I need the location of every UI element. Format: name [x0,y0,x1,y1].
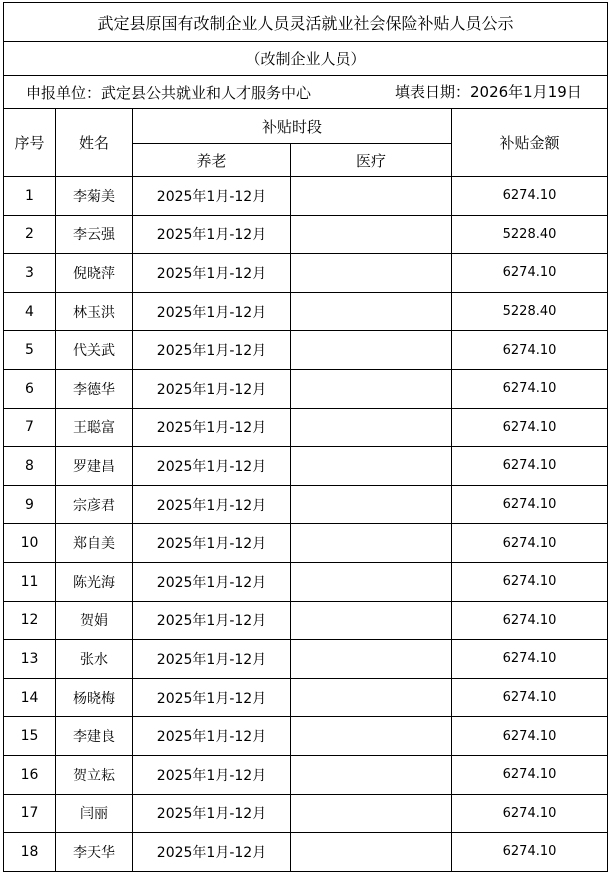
table-row [4,678,608,717]
row-amount: 6274.10 [452,177,608,216]
row-seq: 14 [4,678,56,717]
row-pension-period: 2025年1月-12月 [133,717,291,756]
row-pension-period: 2025年1月-12月 [133,292,291,331]
table-row [4,254,608,293]
table-row [4,717,608,756]
row-amount: 6274.10 [452,254,608,293]
table-row [4,177,608,216]
row-name: 闫丽 [56,794,133,833]
row-amount: 6274.10 [452,331,608,370]
row-name: 宗彦君 [56,485,133,524]
table-row [4,369,608,408]
row-amount: 6274.10 [452,447,608,486]
row-name: 李云强 [56,215,133,254]
row-pension-period: 2025年1月-12月 [133,408,291,447]
row-pension-period: 2025年1月-12月 [133,215,291,254]
row-medical-period [291,331,452,370]
row-medical-period [291,408,452,447]
row-name: 杨晓梅 [56,678,133,717]
row-name: 李菊美 [56,177,133,216]
row-name: 郑自美 [56,524,133,563]
row-pension-period: 2025年1月-12月 [133,640,291,679]
row-name: 贺立耘 [56,755,133,794]
row-name: 代关武 [56,331,133,370]
row-seq: 4 [4,292,56,331]
meta-cell [4,76,608,109]
table-row [4,524,608,563]
row-seq: 16 [4,755,56,794]
row-name: 李建良 [56,717,133,756]
table-row [4,485,608,524]
row-pension-period: 2025年1月-12月 [133,369,291,408]
row-seq: 12 [4,601,56,640]
row-seq: 5 [4,331,56,370]
row-pension-period: 2025年1月-12月 [133,601,291,640]
subsidy-table [3,2,608,872]
row-name: 李天华 [56,833,133,872]
row-seq: 6 [4,369,56,408]
row-pension-period: 2025年1月-12月 [133,447,291,486]
row-medical-period [291,177,452,216]
row-amount: 5228.40 [452,292,608,331]
row-amount: 6274.10 [452,640,608,679]
subtitle-row [4,42,608,76]
row-amount: 6274.10 [452,562,608,601]
row-seq: 1 [4,177,56,216]
row-pension-period: 2025年1月-12月 [133,485,291,524]
row-seq: 15 [4,717,56,756]
header-period: 补贴时段 [133,109,452,144]
table-row [4,447,608,486]
row-medical-period [291,833,452,872]
row-pension-period: 2025年1月-12月 [133,794,291,833]
table-row [4,640,608,679]
row-amount: 6274.10 [452,524,608,563]
row-seq: 11 [4,562,56,601]
header-seq: 序号 [4,109,56,177]
document-subtitle: （改制企业人员） [4,42,608,76]
row-amount: 6274.10 [452,833,608,872]
row-medical-period [291,292,452,331]
table-row [4,562,608,601]
row-amount: 6274.10 [452,794,608,833]
row-medical-period [291,717,452,756]
row-medical-period [291,562,452,601]
fill-date: 填表日期：2026年1月19日 [395,83,582,101]
row-medical-period [291,601,452,640]
header-amount: 补贴金额 [452,109,608,177]
row-medical-period [291,215,452,254]
row-amount: 6274.10 [452,678,608,717]
reporting-unit: 申报单位：武定县公共就业和人才服务中心 [26,83,312,102]
table-row [4,215,608,254]
row-pension-period: 2025年1月-12月 [133,833,291,872]
row-name: 倪晓萍 [56,254,133,293]
row-amount: 6274.10 [452,369,608,408]
row-name: 王聪富 [56,408,133,447]
table-row [4,408,608,447]
row-pension-period: 2025年1月-12月 [133,755,291,794]
row-seq: 2 [4,215,56,254]
row-medical-period [291,678,452,717]
row-name: 林玉洪 [56,292,133,331]
subsidy-table-sheet [3,2,607,872]
row-medical-period [291,369,452,408]
row-seq: 9 [4,485,56,524]
row-medical-period [291,794,452,833]
row-medical-period [291,485,452,524]
header-name: 姓名 [56,109,133,177]
row-pension-period: 2025年1月-12月 [133,254,291,293]
row-name: 张水 [56,640,133,679]
row-amount: 6274.10 [452,408,608,447]
row-amount: 6274.10 [452,485,608,524]
row-medical-period [291,524,452,563]
header-pension: 养老 [133,144,291,177]
row-pension-period: 2025年1月-12月 [133,177,291,216]
row-seq: 13 [4,640,56,679]
meta-row [4,76,608,109]
row-medical-period [291,640,452,679]
row-pension-period: 2025年1月-12月 [133,524,291,563]
row-amount: 6274.10 [452,755,608,794]
table-row [4,833,608,872]
table-row [4,794,608,833]
header-medical: 医疗 [291,144,452,177]
document-title: 武定县原国有改制企业人员灵活就业社会保险补贴人员公示 [4,3,608,42]
table-row [4,601,608,640]
row-name: 李德华 [56,369,133,408]
row-seq: 17 [4,794,56,833]
row-seq: 3 [4,254,56,293]
row-seq: 18 [4,833,56,872]
row-seq: 7 [4,408,56,447]
row-amount: 6274.10 [452,717,608,756]
row-name: 罗建昌 [56,447,133,486]
row-pension-period: 2025年1月-12月 [133,678,291,717]
row-pension-period: 2025年1月-12月 [133,562,291,601]
row-pension-period: 2025年1月-12月 [133,331,291,370]
row-name: 陈光海 [56,562,133,601]
title-row [4,3,608,42]
row-amount: 5228.40 [452,215,608,254]
row-amount: 6274.10 [452,601,608,640]
row-name: 贺娟 [56,601,133,640]
row-seq: 10 [4,524,56,563]
table-row [4,292,608,331]
table-row [4,331,608,370]
table-row [4,755,608,794]
row-medical-period [291,755,452,794]
header-row-1 [4,109,608,144]
row-medical-period [291,447,452,486]
row-medical-period [291,254,452,293]
row-seq: 8 [4,447,56,486]
